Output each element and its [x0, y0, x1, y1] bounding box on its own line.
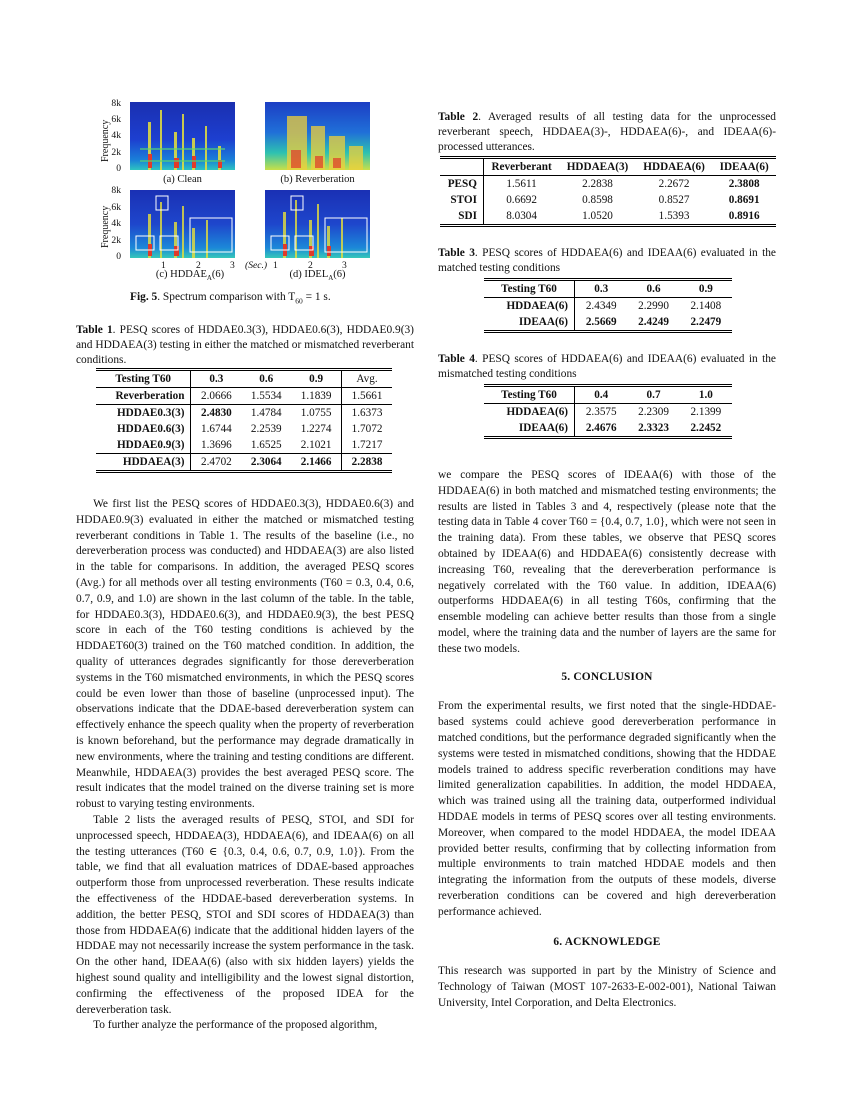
ytick-label: 2k	[111, 147, 121, 158]
table2-header-cell: IDEAA(6)	[719, 161, 769, 173]
table1-header-row	[96, 370, 392, 388]
table1-cell: 1.7072	[342, 421, 392, 437]
ytick-label: 6k	[111, 202, 121, 213]
table-row	[484, 404, 732, 421]
table2-header-cell: HDDAEA(3)	[566, 161, 629, 173]
figure-caption-text: . Spectrum comparison with T	[157, 291, 296, 303]
table4-header-cell: 0.4	[594, 389, 609, 401]
table-row	[440, 208, 776, 226]
table1-cell: 1.3696	[200, 439, 232, 451]
table1-header-cell: Avg.	[342, 370, 392, 388]
table3-caption	[438, 246, 776, 276]
xtick-label: 3	[230, 260, 235, 271]
table3-cell: 2.1408	[690, 300, 722, 312]
ytick-label: 6k	[111, 114, 121, 125]
table3-cell: 2.2479	[690, 316, 722, 328]
table3-header-cell: 0.6	[646, 283, 661, 295]
figure-caption-label: Fig. 5	[130, 291, 158, 303]
table4-header-cell: 0.7	[646, 389, 661, 401]
spectrogram-idea	[265, 190, 370, 258]
table1-cell: 2.1021	[300, 439, 332, 451]
body-paragraph: From the experimental results, we first noted that the single-HDDAE-based systems could achieve good dereverberation performance in matched conditions, but the performance degraded significantly when the systems were tested in mismatched conditions, showing that the HDDAE models trained to address specific reverberation conditions may have limited generalization capabilities. In addition, the model HDDAEA, which was trained using all the training data, outperformed individual HDDAE models in terms of PESQ scores over all testing environments. Moreover, when compared to the model HDDAEA, the model IDEAA provided better results, confirming that by collecting information from multiple environments to train matched HDDAE models and then integrating the information from the outputs of these models, diverse reverberation conditions can be covered and high dereverberation performance achieved.	[438, 700, 776, 918]
figure-5	[95, 96, 395, 306]
table3-cell: 2.2990	[638, 300, 669, 312]
table2-header-cell	[440, 158, 483, 176]
table3	[484, 278, 732, 333]
ytick-label: 4k	[111, 218, 121, 229]
xtick-label: 2	[308, 260, 313, 271]
table4-caption-text: . PESQ scores of HDDAEA(6) and IDEAA(6) evaluated in the mismatched testing conditions	[438, 353, 776, 381]
table4-label: Table 4	[438, 353, 475, 365]
table2-cell: 1.0520	[582, 210, 613, 222]
table1-caption	[76, 323, 414, 369]
y-axis-label: Frequency	[100, 119, 111, 162]
table1-row-label: Reverberation	[96, 388, 191, 405]
table-row	[440, 176, 776, 193]
table-row	[96, 405, 392, 422]
body-paragraph: We first list the PESQ scores of HDDAE0.3(3), HDDAE0.6(3) and HDDAE0.9(3) evaluated in either the matched or mismatched testing reverberant conditions in Table 1. The results of the baseline (i.e., no dereverberation process was conducted) and HDDAEA(3) are also listed in the table for comparisons. In addition, the averaged PESQ scores (Avg.) for all methods over all testing environments (T60 = 0.3, 0.4, 0.6, 0.7, 0.9, and 1.0) are shown in the last column of the table. In the table, for HDDAE0.3(3), HDDAE0.6(3), and HDDAE0.9(3), the best PESQ score in each of the T60 testing conditions is achieved by the HDDAET60(3) trained on the T60 matched condition. In addition, the quality of utterances degrades significantly for those dereverberation systems in the T60 mismatched environments, in which the PESQ scores could be even lower than those of baseline (unprocessed input). The observations indicate that the DDAE-based dereverberation system can effectively enhance the speech quality when the property of reverberation is known beforehand, but the performance may degrade dramatically in new environments, where the training and testing conditions are different. Meanwhile, HDDAEA(3) provides the best averaged PESQ score. The result indicates that the model trained on the diverse training set is more robust to varying testing environments.	[76, 498, 414, 811]
xtick-label: 1	[161, 260, 166, 271]
table2-cell: 8.0304	[506, 210, 537, 222]
body-paragraph: Table 2 lists the averaged results of PESQ, STOI, and SDI for unprocessed speech, HDDAEA(3), HDDAEA(6), and IDEAA(6) on all the testing utterances (T60 ∈ {0.3, 0.4, 0.6, 0.7, 0.9, 1.0}). From the table, we find that all evaluation matrices of DDAE-based approaches outperform those from unprocessed reverberation. These results indicate the effectiveness of the HDDAE-based dereverberation systems. In addition, the better PESQ, STOI and SDI scores of HDDAEA(3) than those from HDDAEA(6) indicate that the additional hidden layers of the HDDAE may not necessarily increase the system performance in the task. On the other hand, IDEAA(6) (also with six hidden layers) yields the highest sound quality and intelligibility and the lowest signal distortion, confirming the effectiveness of the proposed IDEA for the dereverberation task.	[76, 813, 414, 1016]
figure-caption	[130, 290, 390, 308]
ytick-label: 8k	[111, 185, 121, 196]
x-axis-unit: (Sec.)	[245, 260, 268, 271]
table3-header-cell: Testing T60	[484, 280, 575, 298]
xtick-label: 3	[342, 260, 347, 271]
table1-row-label: HDDAE0.9(3)	[96, 437, 191, 454]
body-paragraph: we compare the PESQ scores of IDEAA(6) with those of the HDDAEA(6) in both matched and mismatched testing environments; the results are listed in Tables 3 and 4, respectively (please note that the testing data in Table 4 cover T60 = {0.4, 0.7, 1.0}, which were not seen in the training data). From these tables, we observe that PESQ scores obtained by IDEAA(6) and HDDAEA(6) consistently decrease with increasing T60, revealing that the dereverberation performance is negatively correlated with the T60 value. In addition, IDEAA(6) outperforms HDDAEA(6) in all testing T60s, confirming that the ensemble modeling can achieve better results than those from a single model, where the training data and the number of layers are the same for these two models.	[438, 469, 776, 655]
table1-cell: 1.6744	[200, 423, 232, 435]
table-row	[484, 420, 732, 438]
table2-cell: 2.2672	[658, 178, 690, 190]
table-row	[96, 421, 392, 437]
table2-row-label: PESQ	[440, 176, 483, 193]
xtick-label: 1	[273, 260, 278, 271]
table2-header-cell: HDDAEA(6)	[643, 161, 705, 173]
section-heading-conclusion: 5. CONCLUSION	[561, 670, 653, 683]
right-column-body	[438, 468, 776, 1012]
table4-cell: 2.2309	[638, 406, 669, 418]
ytick-label: 0	[116, 163, 121, 174]
table3-row-label: HDDAEA(6)	[484, 298, 575, 315]
figure-caption-sub: 60	[295, 296, 303, 306]
section-heading-acknowledge: 6. ACKNOWLEDGE	[553, 935, 661, 948]
table4-header-cell: 1.0	[698, 389, 713, 401]
table4-header-cell: Testing T60	[484, 386, 575, 404]
table1-header-cell: 0.3	[209, 373, 224, 385]
spectrogram-clean	[130, 102, 235, 170]
table4-cell: 2.3323	[638, 422, 669, 434]
table1-cell: 1.1839	[300, 390, 332, 402]
table3-cell: 2.5669	[585, 316, 617, 328]
table1-cell: 1.6373	[342, 405, 392, 422]
body-paragraph: To further analyze the performance of the proposed algorithm,	[93, 1019, 378, 1032]
ytick-label: 8k	[111, 98, 121, 109]
spectrogram-reverberation	[265, 102, 370, 170]
table1-header-cell: 0.6	[259, 373, 274, 385]
table1-cell: 1.0755	[300, 407, 332, 419]
table1-cell: 2.0666	[200, 390, 232, 402]
ytick-label: 0	[116, 251, 121, 262]
table4-cell: 2.2452	[690, 422, 722, 434]
panel-caption-hddae: (c) $HDDAE_A(6)$	[155, 269, 225, 283]
table1-cell: 2.4830	[200, 407, 232, 419]
table2-caption	[438, 110, 776, 156]
table1-cell: 2.2539	[250, 423, 282, 435]
table1-row-label: HDDAE0.3(3)	[96, 405, 191, 422]
table1-row-label: HDDAEA(3)	[96, 454, 191, 472]
table2-cell: 2.3808	[728, 178, 760, 190]
table-row	[484, 314, 732, 332]
table4-row-label: HDDAEA(6)	[484, 404, 575, 421]
table2-header-row	[440, 158, 776, 176]
table4-row-label: IDEAA(6)	[484, 420, 575, 438]
table3-caption-text: . PESQ scores of HDDAEA(6) and IDEAA(6) evaluated in the matched testing conditions	[438, 247, 776, 275]
table4-header-row	[484, 386, 732, 404]
table1	[96, 368, 392, 473]
table1-caption-text: . PESQ scores of HDDAE0.3(3), HDDAE0.6(3), HDDAE0.9(3) and HDDAEA(3) testing in either the matched or mismatched reverberant conditions.	[76, 324, 414, 367]
table1-cell: 1.6525	[250, 439, 282, 451]
table2-cell: 0.8691	[728, 194, 760, 206]
table2-header-cell: Reverberant	[491, 161, 552, 173]
table3-header-row	[484, 280, 732, 298]
panel-caption-idea: (d) $IDEL_A(6)$	[289, 269, 346, 283]
table-row	[96, 454, 392, 472]
table1-cell: 1.5534	[250, 390, 282, 402]
table1-header-cell: 0.9	[309, 373, 324, 385]
table2	[440, 156, 776, 227]
table-row	[484, 298, 732, 315]
y-axis-label: Frequency	[100, 205, 111, 248]
table1-cell: 2.3064	[250, 456, 282, 468]
table1-header-cell: Testing T60	[96, 370, 191, 388]
table2-cell: 0.8527	[658, 194, 690, 206]
table2-caption-text: . Averaged results of all testing data for the unprocessed reverberant speech, HDDAEA(3)-, HDDAEA(6)-, and IDEAA(6)-processed utterances.	[438, 111, 776, 154]
table1-cell: 1.4784	[250, 407, 282, 419]
table1-cell: 1.2274	[300, 423, 332, 435]
table3-label: Table 3	[438, 247, 475, 259]
table2-cell: 2.2838	[582, 178, 613, 190]
table-row	[440, 192, 776, 208]
spectrogram-hddae	[130, 190, 235, 258]
table2-cell: 0.6692	[506, 194, 537, 206]
body-paragraph: This research was supported in part by the Ministry of Science and Technology of Taiwan (MOST 107-2633-E-002-001), National Taiwan University, Intel Corporation, and Delta Electronics.	[438, 965, 776, 1009]
table2-cell: 0.8916	[728, 210, 760, 222]
table2-label: Table 2	[438, 111, 479, 123]
left-column-body	[76, 497, 414, 1034]
table-row	[96, 388, 392, 405]
table1-cell: 2.1466	[300, 456, 332, 468]
table4-cell: 2.1399	[690, 406, 722, 418]
table1-label: Table 1	[76, 324, 113, 336]
table3-cell: 2.4349	[585, 300, 617, 312]
table2-cell: 1.5393	[658, 210, 690, 222]
ytick-label: 4k	[111, 130, 121, 141]
table1-cell: 2.4702	[200, 456, 232, 468]
figure-caption-tail: = 1 s.	[302, 291, 331, 303]
table3-header-cell: 0.9	[698, 283, 713, 295]
table1-cell: 1.7217	[342, 437, 392, 454]
table1-row-label: HDDAE0.6(3)	[96, 421, 191, 437]
panel-caption-reverberation: (b) Reverberation	[280, 174, 355, 185]
table2-cell: 0.8598	[582, 194, 613, 206]
ytick-label: 2k	[111, 235, 121, 246]
xtick-label: 2	[196, 260, 201, 271]
table1-cell: 2.2838	[342, 454, 392, 472]
table4-cell: 2.3575	[585, 406, 617, 418]
table3-header-cell: 0.3	[594, 283, 609, 295]
table4	[484, 384, 732, 439]
table2-cell: 1.5611	[506, 178, 537, 190]
panel-caption-clean: (a) Clean	[163, 174, 202, 185]
table2-row-label: STOI	[440, 192, 483, 208]
table3-cell: 2.4249	[638, 316, 669, 328]
table4-caption	[438, 352, 776, 382]
table-row	[96, 437, 392, 454]
table1-cell: 1.5661	[342, 388, 392, 405]
table3-row-label: IDEAA(6)	[484, 314, 575, 332]
table4-cell: 2.4676	[585, 422, 617, 434]
table2-row-label: SDI	[440, 208, 483, 226]
